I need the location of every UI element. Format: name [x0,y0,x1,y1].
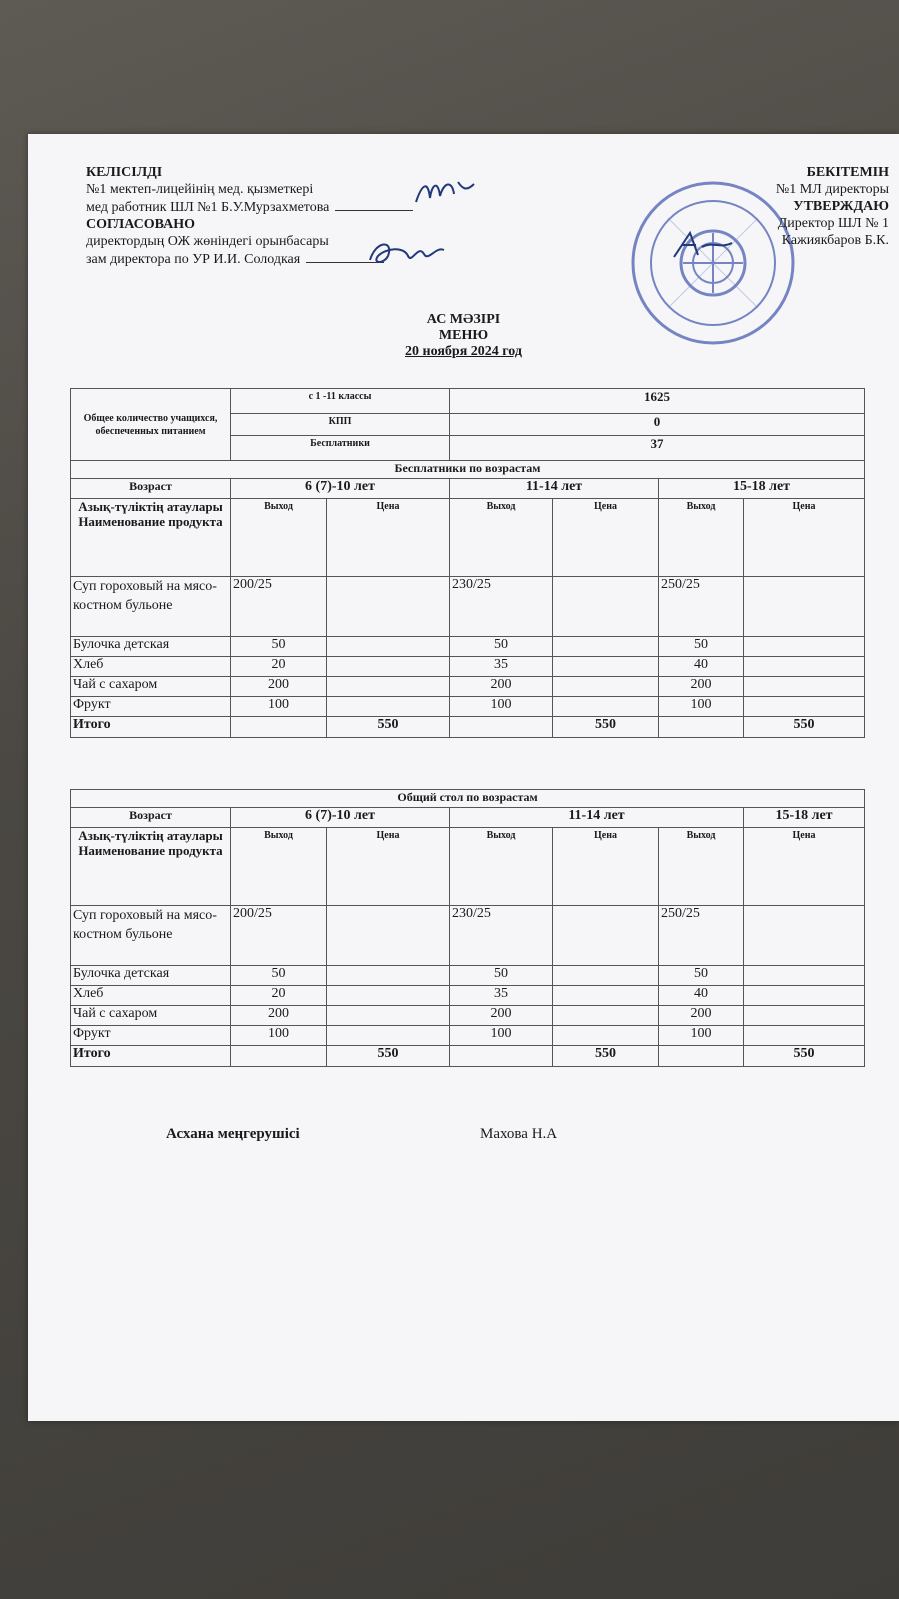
age-group: 6 (7)-10 лет [231,808,450,828]
output-value: 35 [450,986,553,1006]
product-name: Фрукт [71,697,231,717]
col-price: Цена [327,828,450,906]
output-value: 100 [231,697,327,717]
agreed-ru: СОГЛАСОВАНО [86,217,195,232]
title-ru: МЕНЮ [438,328,489,343]
output-value: 50 [450,966,553,986]
output-value: 200 [659,677,744,697]
price-cell [327,577,450,637]
empty-cell [231,717,327,738]
output-value: 35 [450,657,553,677]
deputy-title: директордың ОЖ жөніндегі орынбасары [86,234,329,249]
col-price: Цена [553,499,659,577]
output-value: 200 [231,677,327,697]
col-output: Выход [231,499,327,577]
empty-cell [450,717,553,738]
total-value: 550 [744,1046,865,1067]
menu-document [28,134,899,1421]
table-row [71,1006,865,1026]
summary-row-label: КПП [231,414,450,436]
price-cell [744,906,865,966]
output-value: 200 [450,1006,553,1026]
output-value: 230/25 [450,906,553,966]
age-label: Возраст [71,808,231,828]
output-value: 40 [659,986,744,1006]
col-price: Цена [553,828,659,906]
director-name: Кажиякбаров Б.К. [781,233,889,248]
age-group: 6 (7)-10 лет [231,479,450,499]
canteen-head-name: Махова Н.А [480,1126,558,1142]
price-cell [744,986,865,1006]
director-title-kz: №1 МЛ директоры [775,182,889,197]
output-value: 200 [231,1006,327,1026]
price-cell [327,906,450,966]
price-cell [327,966,450,986]
table-row [71,657,865,677]
price-cell [553,966,659,986]
total-value: 550 [327,717,450,738]
general-table [70,789,865,1067]
price-cell [744,657,865,677]
agreed-kz: КЕЛІСІЛДІ [86,165,163,180]
section-title: Бесплатники по возрастам [71,461,865,479]
col-price: Цена [327,499,450,577]
product-name: Булочка детская [71,966,231,986]
price-cell [553,657,659,677]
price-cell [553,1006,659,1026]
price-cell [553,986,659,1006]
age-label: Возраст [71,479,231,499]
section-title: Общий стол по возрастам [71,790,865,808]
summary-row-label: Бесплатники [231,436,450,461]
table-row [71,966,865,986]
age-group: 11-14 лет [450,479,659,499]
total-value: 550 [553,1046,659,1067]
product-name: Чай с сахаром [71,1006,231,1026]
price-cell [553,697,659,717]
output-value: 200 [659,1006,744,1026]
price-cell [744,577,865,637]
output-value: 40 [659,657,744,677]
total-label: Итого [71,1046,231,1067]
table-row [71,986,865,1006]
output-value: 20 [231,657,327,677]
medic-name: мед работник ШЛ №1 Б.У.Мурзахметова [86,200,330,215]
age-group: 11-14 лет [450,808,744,828]
product-name: Фрукт [71,1026,231,1046]
total-row [71,717,865,738]
total-label: Итого [71,717,231,738]
signature-line [335,198,413,211]
price-cell [553,577,659,637]
output-value: 200/25 [231,577,327,637]
price-cell [327,657,450,677]
medic-name-row [86,198,466,216]
output-value: 50 [231,637,327,657]
col-price: Цена [744,828,865,906]
price-cell [327,1006,450,1026]
empty-cell [659,717,744,738]
price-cell [744,677,865,697]
menu-date: 20 ноября 2024 год [405,344,522,359]
medic-title: №1 мектеп-лицейінің мед. қызметкері [86,182,314,197]
col-output: Выход [450,499,553,577]
approve-ru: УТВЕРЖДАЮ [793,199,889,214]
price-cell [744,1006,865,1026]
table-row [71,677,865,697]
summary-row-label: с 1 -11 классы [231,389,450,414]
table-row [71,1026,865,1046]
deputy-name: зам директора по УР И.И. Солодкая [86,252,301,267]
output-value: 230/25 [450,577,553,637]
free-meals-table [70,388,865,738]
menu-title [28,312,899,360]
col-output: Выход [659,828,744,906]
age-group: 15-18 лет [659,479,865,499]
price-cell [744,697,865,717]
product-name: Суп гороховый на мясо-костном бульоне [71,906,231,966]
director-title-ru: Директор ШЛ № 1 [777,216,889,231]
price-cell [744,637,865,657]
output-value: 200/25 [231,906,327,966]
output-value: 100 [450,1026,553,1046]
output-value: 250/25 [659,577,744,637]
empty-cell [659,1046,744,1067]
col-output: Выход [659,499,744,577]
medic-signature [412,174,482,208]
summary-row-value: 37 [450,436,865,461]
product-header: Азық-түліктің атаулары Наименование продукта [71,828,231,906]
product-name: Хлеб [71,657,231,677]
canteen-head-role: Асхана меңгерушісі [166,1126,300,1142]
col-output: Выход [450,828,553,906]
price-cell [327,1026,450,1046]
product-name: Суп гороховый на мясо-костном бульоне [71,577,231,637]
deputy-signature [364,234,454,270]
price-cell [744,1026,865,1046]
output-value: 50 [659,966,744,986]
output-value: 100 [659,697,744,717]
table-row [71,906,865,966]
total-value: 550 [553,717,659,738]
empty-cell [231,1046,327,1067]
table-row [71,697,865,717]
title-kz: АС МӘЗІРІ [426,312,501,327]
product-name: Булочка детская [71,637,231,657]
output-value: 250/25 [659,906,744,966]
output-value: 50 [659,637,744,657]
output-value: 100 [659,1026,744,1046]
total-row [71,1046,865,1067]
output-value: 200 [450,677,553,697]
total-students-label: Общее количество учащихся, обеспеченных питанием [71,389,231,461]
summary-row-value: 1625 [450,389,865,414]
price-cell [553,1026,659,1046]
total-value: 550 [744,717,865,738]
product-name: Хлеб [71,986,231,1006]
price-cell [553,906,659,966]
age-group: 15-18 лет [744,808,865,828]
table-row [71,577,865,637]
price-cell [553,637,659,657]
total-value: 550 [327,1046,450,1067]
price-cell [553,677,659,697]
price-cell [327,986,450,1006]
approve-kz: БЕКІТЕМІН [806,165,889,180]
output-value: 50 [231,966,327,986]
product-header: Азық-түліктің атаулары Наименование продукта [71,499,231,577]
price-cell [327,677,450,697]
output-value: 20 [231,986,327,1006]
price-cell [327,637,450,657]
price-cell [744,966,865,986]
table-row [71,637,865,657]
director-signature [668,229,738,261]
summary-row-value: 0 [450,414,865,436]
output-value: 100 [231,1026,327,1046]
product-name: Чай с сахаром [71,677,231,697]
empty-cell [450,1046,553,1067]
col-output: Выход [231,828,327,906]
col-price: Цена [744,499,865,577]
output-value: 100 [450,697,553,717]
output-value: 50 [450,637,553,657]
price-cell [327,697,450,717]
